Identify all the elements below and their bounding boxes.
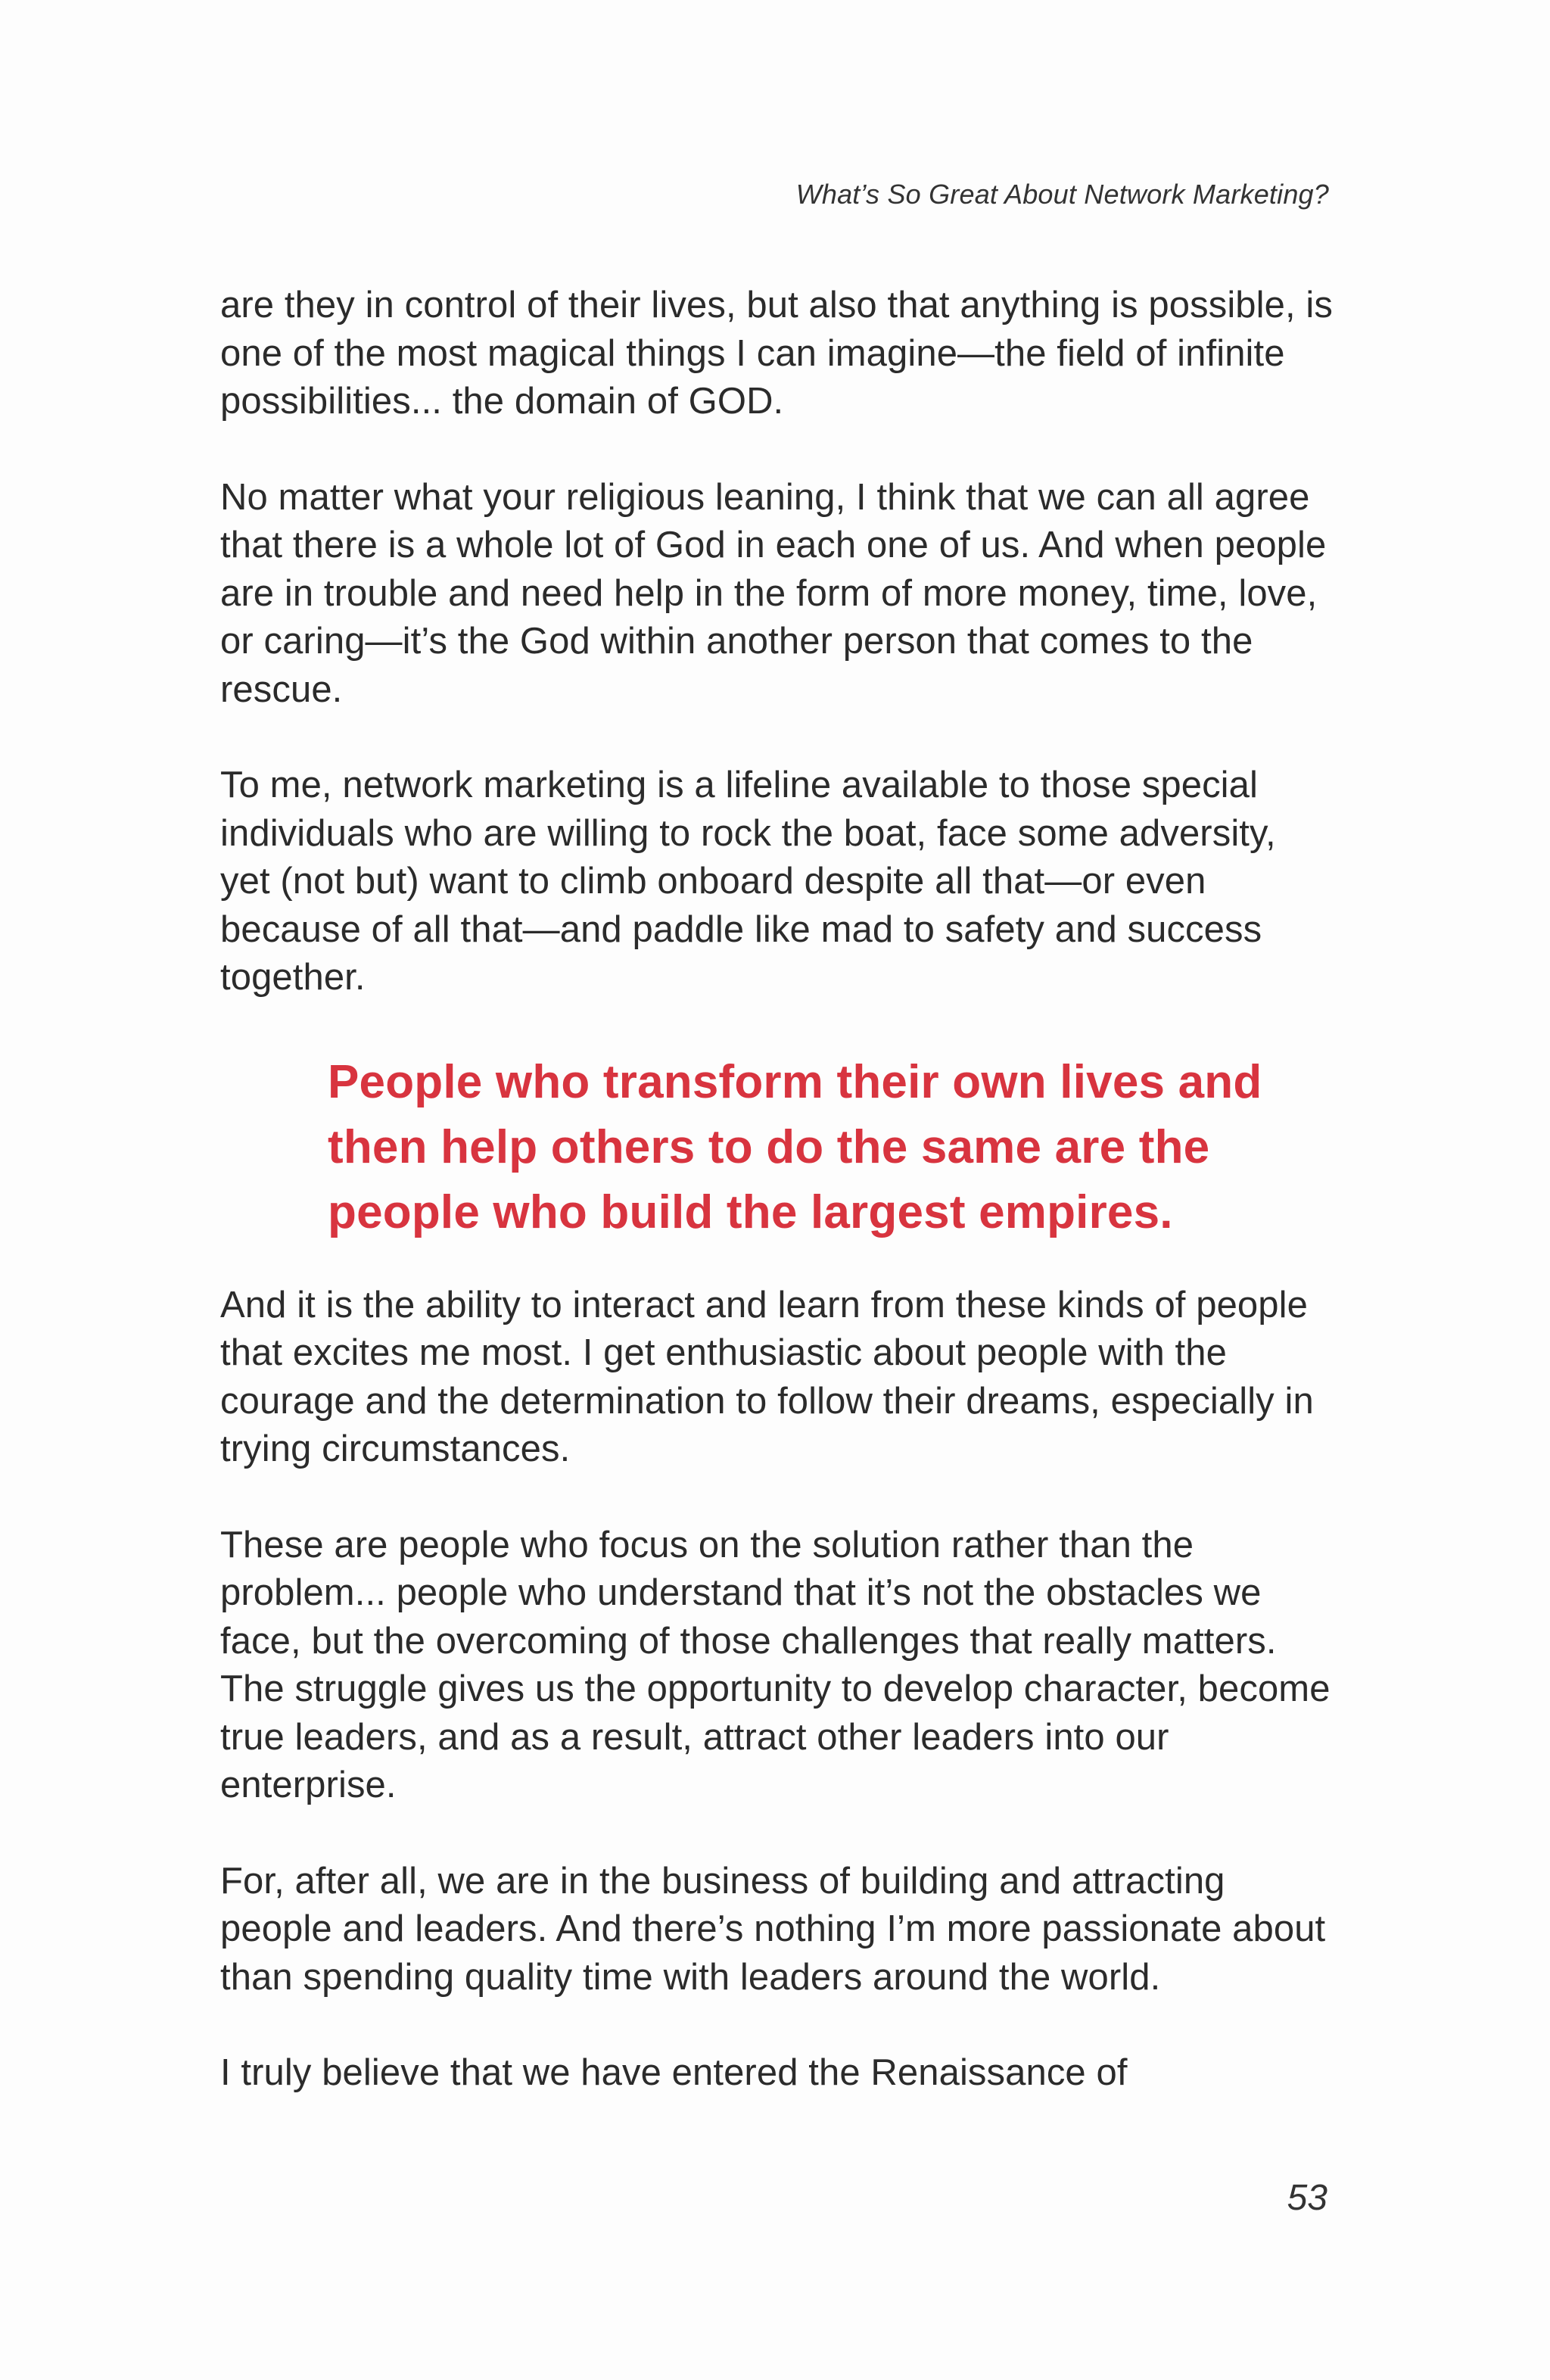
paragraph-1: are they in control of their lives, but also that anything is possible, is one of the most magical things I can imagine—the field of infinite possibilities... the domain of GOD. [220,285,1334,422]
main-text-column [220,282,1333,2145]
paragraph-5: These are people who focus on the solution rather than the problem... people who understand that it’s not the obstacles we face, but the overcoming of those challenges that really matters. The struggle gives us the opportunity to develop character, become true leaders, and as a result, attract other leaders into our enterprise. [220,1524,1331,1805]
paragraph-3: To me, network marketing is a lifeline available to those special individuals who are willing to rock the boat, face some adversity, yet (not but) want to climb onboard despite all that—or even because of all that—and paddle like mad to safety and success together. [220,765,1276,998]
paragraph-4: And it is the ability to interact and learn from these kinds of people that excites me most. I get enthusiastic about people with the courage and the determination to follow their dreams, especially in trying circumstances. [220,1284,1314,1469]
paragraph-6: For, after all, we are in the business of building and attracting people and leaders. And there’s nothing I’m more passionate about than spending quality time with leaders around the world. [220,1860,1326,1998]
running-header-title: What’s So Great About Network Marketing? [795,179,1329,210]
paragraph-2: No matter what your religious leaning, I think that we can all agree that there is a whole lot of God in each one of us. And when people are in trouble and need help in the form of more money, time, love, or caring—it’s the God within another person that comes to the rescue. [220,476,1327,710]
paragraph-7: I truly believe that we have entered the Renaissance of [220,2052,1128,2093]
page-number: 53 [1287,2178,1327,2218]
pull-quote: People who transform their own lives and then help others to do the same are the people who build the largest empires. [328,1055,1262,1238]
